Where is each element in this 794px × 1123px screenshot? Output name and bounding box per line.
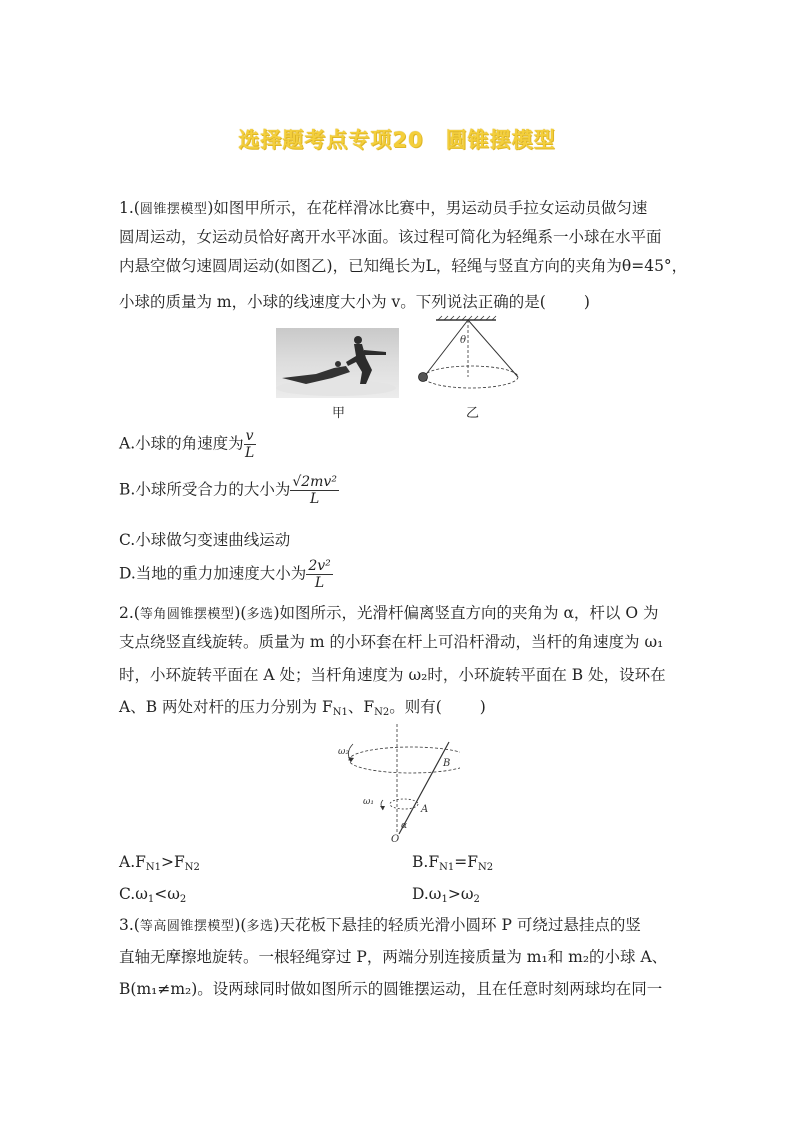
theta-label: θ (460, 335, 467, 346)
svg-text:α: α (401, 821, 408, 831)
q2-option-c: $C.\omega_1<\omega_2$ (119, 885, 187, 905)
conical-pendulum-diagram (412, 315, 527, 395)
figure-jia-caption: 甲 (332, 406, 346, 421)
q3-line2: 直轴无摩擦地旋转。一根轻绳穿过 P，两端分别连接质量为 m₁和 m₂的小球 A、 (119, 948, 668, 966)
page-title: 选择题考点专项20 圆锥摆模型 (238, 128, 556, 152)
q2-line3: 时，小环旋转平面在 A 处；当杆角速度为 ω₂时，小环旋转平面在 B 处，设环在 (119, 666, 666, 684)
q1-line4: 小球的质量为 m，小球的线速度大小为 v。下列说法正确的是( ) (119, 293, 590, 311)
q2-option-a: $A.F_{N1}>F_{N2}$ (119, 853, 200, 873)
q2-option-b: $B.F_{N1}=F_{N2}$ (412, 853, 494, 873)
q1-option-b: B.小球所受合力的大小为 $\frac{\text{√2mv²}}{L}$ (119, 474, 337, 507)
svg-text:ω₁: ω₁ (363, 797, 374, 807)
rotating-rod-diagram (335, 722, 460, 844)
q1-line2: 圆周运动，女运动员恰好离开水平冰面。该过程可简化为轻绳系一小球在水平面 (119, 228, 662, 246)
svg-text:B: B (443, 758, 451, 769)
q2-line4: A、B 两处对杆的压力分别为 $F_{N1}$、$F_{N2}$。则有( ) (119, 698, 486, 718)
q1-option-c: C.小球做匀变速曲线运动 (119, 531, 291, 549)
svg-text:A: A (421, 804, 429, 815)
pendulum-ball-icon (419, 373, 428, 382)
q1-line3: 内悬空做匀速圆周运动(如图乙)，已知绳长为L，轻绳与竖直方向的夹角为θ=45°， (119, 257, 688, 275)
figure-yi-caption: 乙 (466, 406, 480, 421)
q1-option-d: D.当地的重力加速度大小为 $\frac{\text{2v²}}{L}$ (119, 558, 331, 591)
q1-line1: 1.(圆锥摆模型)如图甲所示，在花样滑冰比赛中，男运动员手拉女运动员做匀速 (119, 199, 648, 217)
q3-line1: 3.(等高圆锥摆模型)(多选)天花板下悬挂的轻质光滑小圆环 P 可绕过悬挂点的竖 (119, 916, 641, 934)
svg-text:O: O (391, 834, 400, 844)
svg-text:ω₂: ω₂ (338, 747, 349, 757)
q2-line2: 支点绕竖直线旋转。质量为 m 的小环套在杆上可沿杆滑动，当杆的角速度为 ω₁ (119, 633, 664, 651)
skaters-silhouette-icon (276, 328, 399, 398)
q1-option-a: A.小球的角速度为 $\frac{v}{L}$ (119, 428, 255, 461)
q2-option-d: $D.\omega_1>\omega_2$ (412, 885, 480, 905)
q1-tag: 圆锥摆模型 (139, 202, 208, 217)
q3-line3: B(m₁≠m₂)。设两球同时做如图所示的圆锥摆运动，且在任意时刻两球均在同一 (119, 980, 663, 998)
figure-skating-photo (276, 328, 399, 398)
q2-line1: 2.(等角圆锥摆模型)(多选)如图所示，光滑杆偏离竖直方向的夹角为 α，杆以 O 为 (119, 604, 659, 622)
